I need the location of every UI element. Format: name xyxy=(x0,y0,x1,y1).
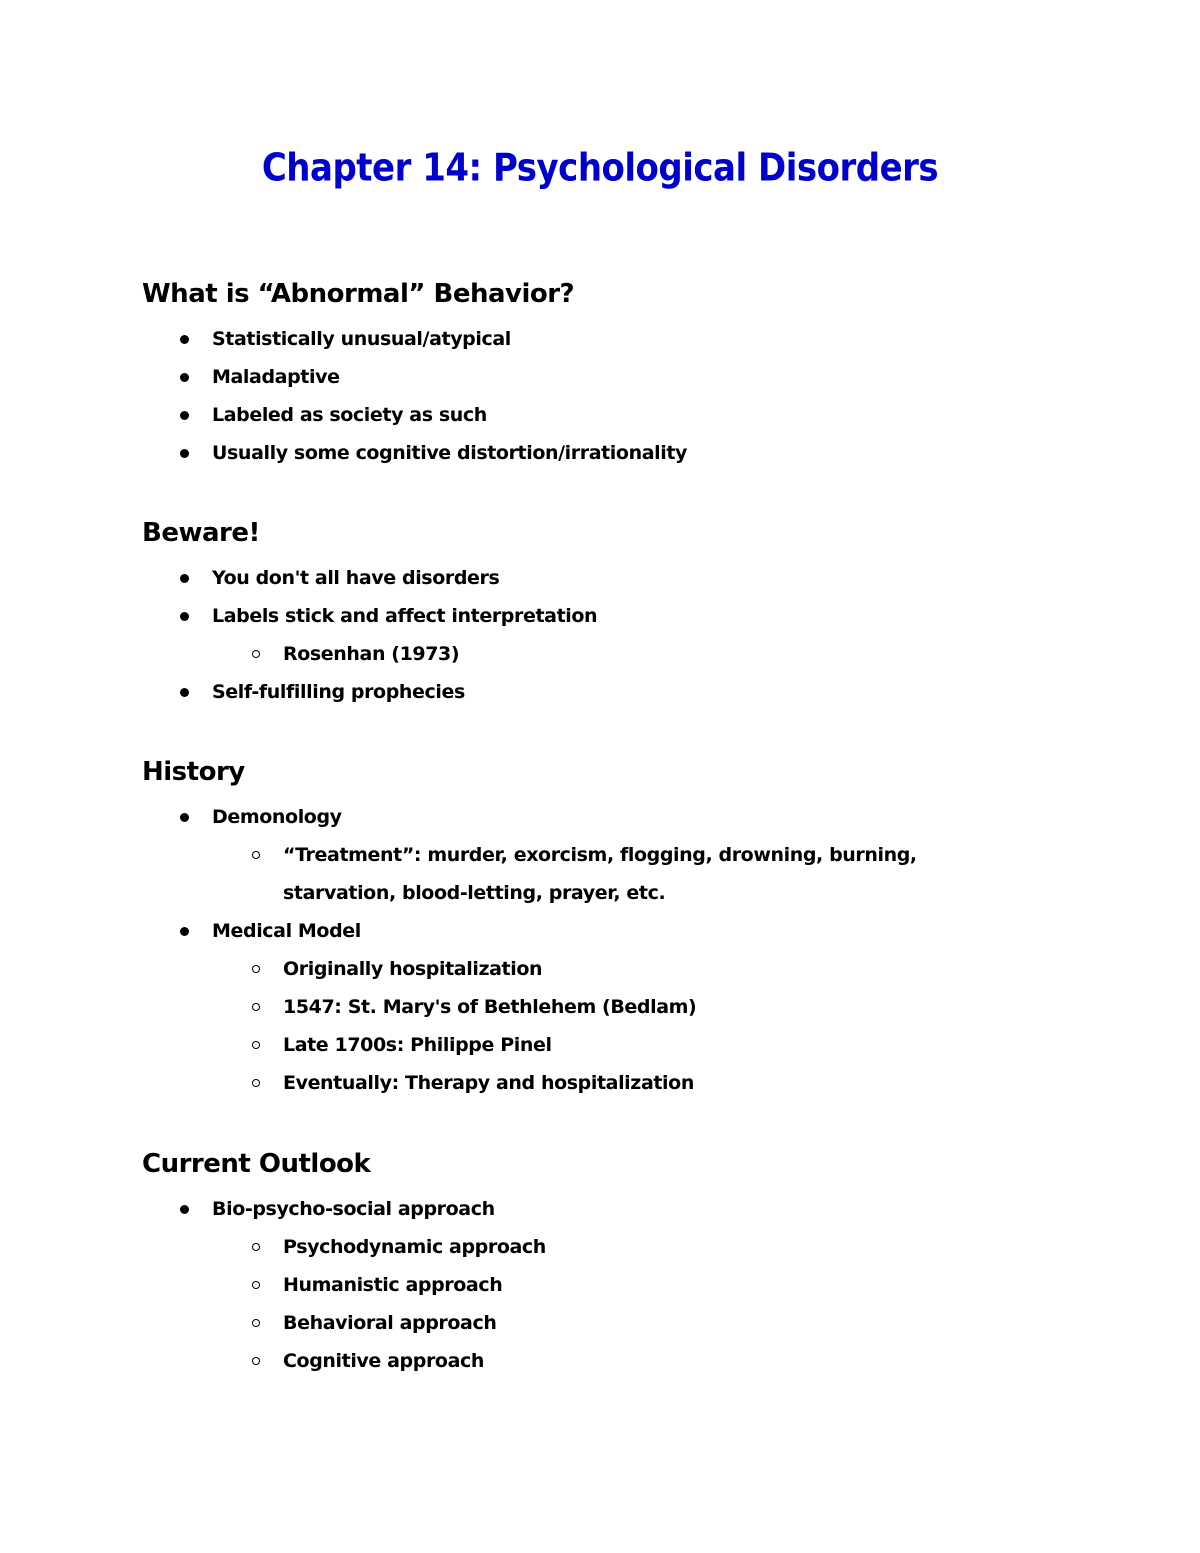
list-item xyxy=(142,798,1102,836)
sub-list-item-text: Behavioral approach xyxy=(283,1312,497,1334)
sub-list-item xyxy=(142,1266,1102,1304)
section-beware xyxy=(142,515,1102,711)
section-history xyxy=(142,754,1102,1102)
bullet-list xyxy=(142,798,1102,1102)
list-item-text: Demonology xyxy=(212,806,342,828)
sub-list-item-text: Humanistic approach xyxy=(283,1274,503,1296)
list-item-text: Bio-psycho-social approach xyxy=(212,1198,495,1220)
list-item-text: You don't all have disorders xyxy=(212,567,500,589)
sub-list-item-text: Psychodynamic approach xyxy=(283,1236,546,1258)
list-item xyxy=(142,434,1102,472)
hollow-bullet-icon xyxy=(252,1079,260,1087)
hollow-bullet-icon xyxy=(252,1281,260,1289)
bullet-icon xyxy=(180,574,189,583)
list-item-text: Maladaptive xyxy=(212,366,340,388)
list-item xyxy=(142,673,1102,711)
list-item xyxy=(142,320,1102,358)
sub-list-item xyxy=(142,988,1102,1026)
sub-list-item-text: Cognitive approach xyxy=(283,1350,484,1372)
section-heading: Current Outlook xyxy=(142,1149,371,1179)
hollow-bullet-icon xyxy=(252,1243,260,1251)
sub-list-item xyxy=(142,1064,1102,1102)
list-item-text: Self-fulfilling prophecies xyxy=(212,681,465,703)
sub-list-item xyxy=(142,950,1102,988)
bullet-icon xyxy=(180,688,189,697)
hollow-bullet-icon xyxy=(252,965,260,973)
bullet-icon xyxy=(180,449,189,458)
hollow-bullet-icon xyxy=(252,1041,260,1049)
list-item xyxy=(142,912,1102,950)
hollow-bullet-icon xyxy=(252,1003,260,1011)
bullet-icon xyxy=(180,813,189,822)
hollow-bullet-icon xyxy=(252,851,260,859)
list-item xyxy=(142,358,1102,396)
bullet-list xyxy=(142,320,1102,472)
sub-list-item xyxy=(142,1228,1102,1266)
bullet-icon xyxy=(180,927,189,936)
sub-list-item-text: “Treatment”: murder, exorcism, flogging, drowning, burning, starvation, blood-letting, prayer, etc. xyxy=(283,844,917,904)
bullet-list xyxy=(142,559,1102,711)
bullet-icon xyxy=(180,612,189,621)
bullet-icon xyxy=(180,411,189,420)
sub-list-item xyxy=(142,836,1102,912)
sub-list-item-text: Eventually: Therapy and hospitalization xyxy=(283,1072,694,1094)
hollow-bullet-icon xyxy=(252,1319,260,1327)
section-heading: History xyxy=(142,757,245,787)
hollow-bullet-icon xyxy=(252,1357,260,1365)
bullet-icon xyxy=(180,1205,189,1214)
list-item-text: Medical Model xyxy=(212,920,361,942)
bullet-icon xyxy=(180,335,189,344)
list-item xyxy=(142,597,1102,635)
list-item-text: Statistically unusual/atypical xyxy=(212,328,511,350)
list-item xyxy=(142,559,1102,597)
hollow-bullet-icon xyxy=(252,650,260,658)
sub-list-item-text: 1547: St. Mary's of Bethlehem (Bedlam) xyxy=(283,996,697,1018)
section-current-outlook xyxy=(142,1146,1102,1380)
sub-list-item-text: Rosenhan (1973) xyxy=(283,643,460,665)
section-heading: Beware! xyxy=(142,518,260,548)
sub-list-item xyxy=(142,1026,1102,1064)
list-item xyxy=(142,396,1102,434)
list-item xyxy=(142,1190,1102,1228)
page-title: Chapter 14: Psychological Disorders xyxy=(261,145,939,191)
section-heading: What is “Abnormal” Behavior? xyxy=(142,279,575,309)
sub-list-item xyxy=(142,635,1102,673)
list-item-text: Usually some cognitive distortion/irrationality xyxy=(212,442,688,464)
sub-list-item xyxy=(142,1304,1102,1342)
bullet-icon xyxy=(180,373,189,382)
sub-list-item xyxy=(142,1342,1102,1380)
list-item-text: Labels stick and affect interpretation xyxy=(212,605,598,627)
section-abnormal-behavior xyxy=(142,276,1102,472)
list-item-text: Labeled as society as such xyxy=(212,404,487,426)
sub-list-item-text: Late 1700s: Philippe Pinel xyxy=(283,1034,552,1056)
bullet-list xyxy=(142,1190,1102,1380)
sub-list-item-text: Originally hospitalization xyxy=(283,958,543,980)
